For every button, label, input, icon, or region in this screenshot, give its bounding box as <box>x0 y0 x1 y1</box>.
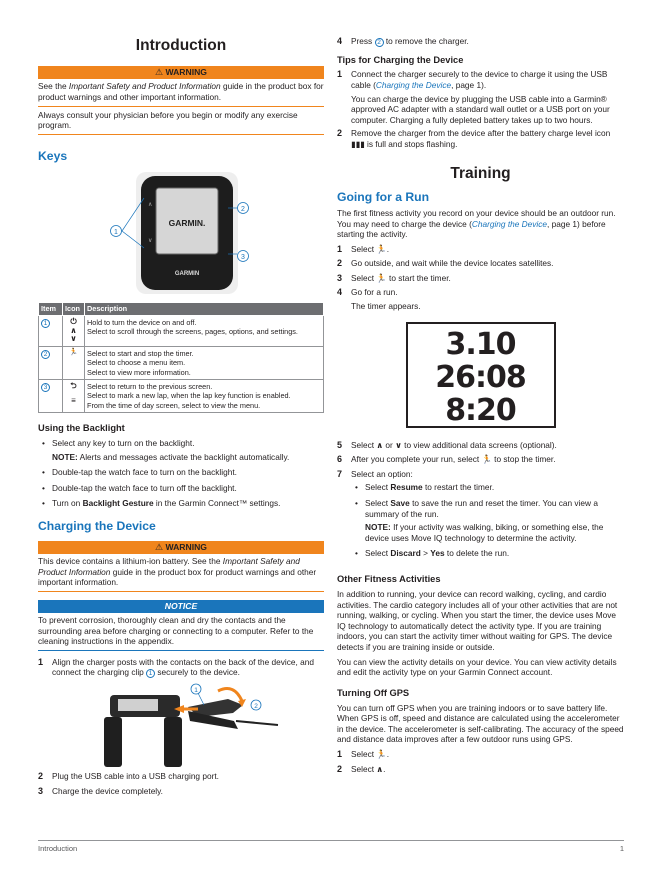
run-intro: The first fitness activity you record on your device should be an outdoor run. You may need to charge the device (Charging the Device, page 1) before starting the activity. <box>337 208 616 240</box>
run-icon: 🏃 <box>69 349 78 357</box>
notice-text: To prevent corrosion, thoroughly clean and dry the contacts and the surrounding area before charging or connecting to a computer. Refer to the cleaning instructions in the appendix. <box>38 615 324 651</box>
power-icon: ⏻ <box>70 316 77 326</box>
back-icon: ⮌ <box>70 381 77 391</box>
page-footer <box>38 840 624 854</box>
item-number: 2 <box>41 350 50 359</box>
list-item: • Select Resume to restart the timer. <box>355 482 624 493</box>
lap-menu-icon: ≡ <box>71 395 76 405</box>
backlight-heading: Using the Backlight <box>38 423 125 434</box>
timer-distance: 3.10 <box>445 326 516 362</box>
other-activities-heading: Other Fitness Activities <box>337 574 441 584</box>
other-activities-p2: You can view the activity details on your device. You can view activity details and edit the activity type on your Garmin Connect account. <box>337 656 617 678</box>
svg-text:∨: ∨ <box>148 238 153 245</box>
charging-step-3: 3 Charge the device completely. <box>38 785 163 796</box>
timer-display <box>406 322 556 428</box>
run-step-1: 1 Select 🏃. <box>337 243 390 254</box>
list-item: • Double-tap the watch face to turn off the backlight. <box>42 483 324 494</box>
other-activities-p1: In addition to running, your device can record walking, cycling, and cardio activities. The cardio category includes all of your other activities that are not running, walking, or cycling. When you start the timer, the device uses Move IQ technology to automatically detect the activity type. If you are training indoors, you can start the activity timer without waiting for GPS. The device detects if you are training inside or outside. <box>337 588 618 652</box>
svg-text:1: 1 <box>194 687 198 695</box>
watch-illustration <box>38 170 324 298</box>
timer-pace: 8:20 <box>445 392 516 428</box>
col-header-item: Item <box>39 303 63 315</box>
up-arrow-icon: ∧ <box>376 763 384 774</box>
page-title: Introduction <box>135 37 227 54</box>
watch-screen-logo: GARMIN. <box>168 218 206 229</box>
charging-link-2[interactable]: Charging the Device <box>471 218 548 229</box>
charging-warning-banner: ⚠ WARNING <box>38 541 324 555</box>
tip-1: 1 Connect the charger securely to the device to charge it using the USB cable (Charging the Device, page 1). You can charge the device by plugging the USB cable into a Garmin® approved AC adapter with a standard wall outlet or a USB port on your computer. Charging a fully depleted battery takes up to two hours. <box>337 69 610 125</box>
table-header-row <box>39 303 324 315</box>
down-arrow-icon: ∨ <box>70 334 77 344</box>
list-item: • Turn on Backlight Gesture in the Garmin Connect™ settings. <box>42 498 324 509</box>
run-step-6: 6 After you complete your run, select 🏃 to stop the timer. <box>337 454 556 465</box>
physician-text: Always consult your physician before you begin or modify any exercise program. <box>38 110 324 135</box>
table-row: 3 ⮌ ≡ Select to return to the previous screen. Select to mark a new lap, when the lap key function is enabled. From the time of day screen, select to view the menu. <box>39 380 324 413</box>
keys-heading: Keys <box>38 148 68 163</box>
gps-step-1: 1 Select 🏃. <box>337 749 390 760</box>
charging-step-4: 4 Press 2 to remove the charger. <box>337 36 469 46</box>
svg-text:2: 2 <box>254 703 258 711</box>
run-heading: Going for a Run <box>337 189 430 204</box>
warning-triangle-icon: ⚠ <box>154 66 164 77</box>
tips-heading: Tips for Charging the Device <box>337 54 464 65</box>
charging-step-1: 1 Align the charger posts with the contacts on the back of the device, and connect the charging clip 1 securely to the device. <box>38 656 314 678</box>
run-icon: 🏃 <box>376 749 387 760</box>
warning-triangle-icon: ⚠ <box>154 541 164 552</box>
left-column <box>38 30 324 800</box>
list-item: • Double-tap the watch face to turn on the backlight. <box>42 467 324 478</box>
right-column <box>337 30 624 778</box>
charging-warning-text: This device contains a lithium-ion battery. See the Important Safety and Product Information guide in the product box for product warnings and other important information. <box>38 556 324 592</box>
table-row: 1 ⏻ ∧ ∨ Hold to turn the device on and off. Select to scroll through the screens, pages, options, and settings. <box>39 315 324 346</box>
item-number: 1 <box>41 319 50 328</box>
item-number: 3 <box>41 383 50 392</box>
run-step-4: 4 Go for a run. The timer appears. <box>337 287 421 312</box>
warning-label: WARNING <box>165 66 207 77</box>
backlight-list <box>42 438 324 509</box>
run-step-3: 3 Select 🏃 to start the timer. <box>337 272 451 283</box>
run-options-list <box>355 482 624 559</box>
callout-1-label: 1 <box>114 229 118 237</box>
watch-figure <box>38 170 324 298</box>
notice-banner: NOTICE <box>38 600 324 613</box>
col-header-icon: Icon <box>63 303 85 315</box>
svg-text:∧: ∧ <box>148 202 153 209</box>
charger-figure <box>38 681 324 771</box>
charging-heading: Charging the Device <box>38 519 156 534</box>
list-item: • Select any key to turn on the backlight. NOTE: Alerts and messages activate the backlight automatically. <box>42 438 324 462</box>
footer-section: Introduction <box>38 844 78 853</box>
warning-banner <box>38 66 324 80</box>
tip-2: 2 Remove the charger from the device after the battery charge level icon ▮▮▮ is full and stops flashing. <box>337 128 611 150</box>
gps-paragraph: You can turn off GPS when you are training indoors or to save battery life. When GPS is off, speed and distance are calculated using the accelerometer in the device. The accelerometer is self-calibrating. The accuracy of the speed and distance data improves after a few outdoor runs using GPS. <box>337 702 624 745</box>
run-icon: 🏃 <box>376 272 387 283</box>
run-step-5: 5 Select ∧ or ∨ to view additional data screens (optional). <box>337 439 557 450</box>
down-arrow-icon: ∨ <box>395 439 402 450</box>
callout-2-label: 2 <box>241 206 245 214</box>
col-header-description: Description <box>85 303 324 315</box>
timer-time: 26:08 <box>435 359 526 395</box>
list-item: • Select Save to save the run and reset the timer. You can view a summary of the run. NOTE: If your activity was walking, biking, or something else, the device uses Move IQ technology to determine the activity. <box>355 498 624 543</box>
footer-page-number: 1 <box>619 844 624 853</box>
run-icon: 🏃 <box>376 243 387 254</box>
warning-text: See the Important Safety and Product Information guide in the product box for product warnings and other important information. <box>38 81 324 106</box>
table-row: 2 🏃 Select to start and stop the timer. Select to choose a menu item. Select to view more information. <box>39 347 324 380</box>
up-arrow-icon: ∧ <box>376 439 384 450</box>
keys-table <box>38 302 324 413</box>
up-arrow-icon: ∧ <box>70 325 77 335</box>
charger-illustration <box>38 681 324 771</box>
charging-step-2: 2 Plug the USB cable into a USB charging port. <box>38 771 219 782</box>
list-item: • Select Discard > Yes to delete the run. <box>355 548 624 559</box>
gps-heading: Turning Off GPS <box>337 687 410 698</box>
run-icon: 🏃 <box>481 454 492 465</box>
run-step-7: 7 Select an option: • Select Resume to restart the timer. • Select Save to save the run and reset the timer. You can view a summary of the run. NOTE: If your activity was walking, biking, or something else, the device uses Move IQ technology to determine the activity. • Select Discard > Yes to delete the run. <box>337 469 624 564</box>
callout-3-label: 3 <box>241 254 245 262</box>
battery-icon: ▮▮▮ <box>351 139 365 150</box>
training-title: Training <box>450 164 511 182</box>
watch-bezel-logo: GARMIN <box>174 271 200 278</box>
gps-step-2: 2 Select ∧. <box>337 763 386 774</box>
charging-link[interactable]: Charging the Device <box>375 80 452 91</box>
run-step-2: 2 Go outside, and wait while the device locates satellites. <box>337 258 554 269</box>
